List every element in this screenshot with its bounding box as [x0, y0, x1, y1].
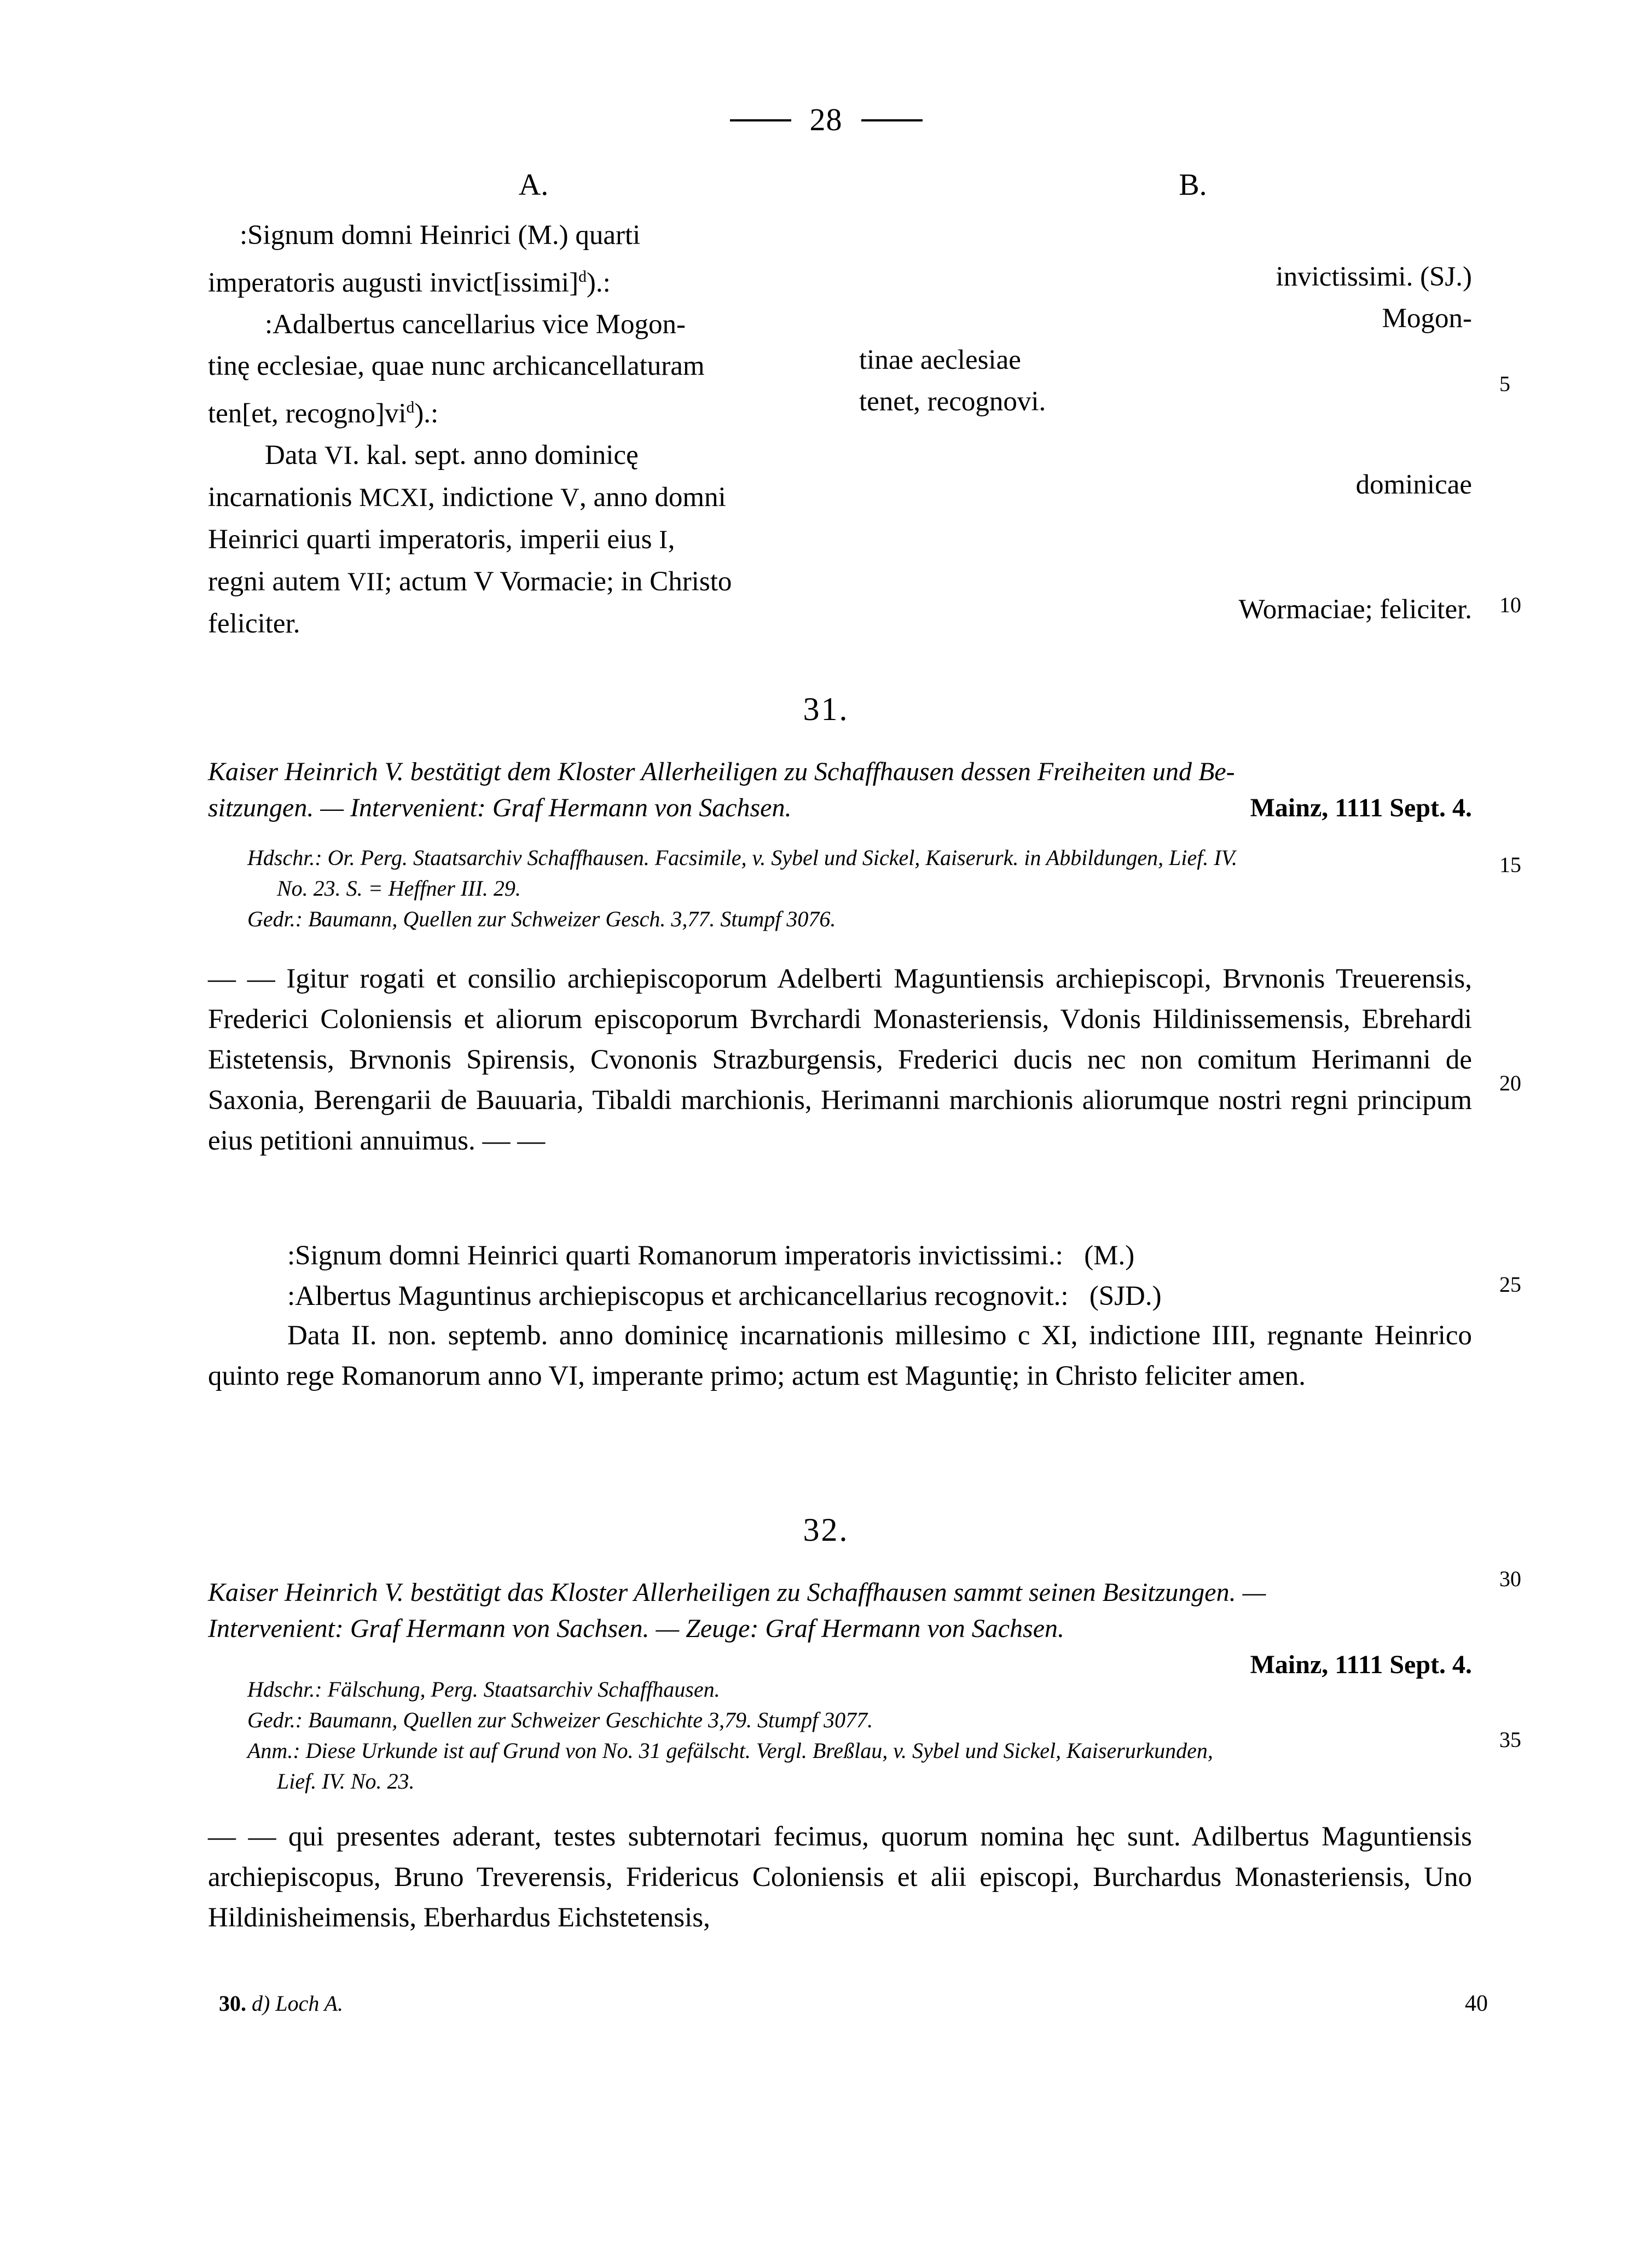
document-31-source-gedr: Gedr.: Baumann, Quellen zur Schweizer Gesch. 3,77. Stumpf 3076. — [247, 907, 836, 931]
col-a-text-6: Data — [265, 440, 318, 471]
footnote-text: d) Loch A. — [252, 1991, 344, 2016]
col-a-text-2: imperatoris augusti invict[issimi] — [208, 268, 579, 298]
running-head — [0, 101, 1652, 138]
column-b-spacer-1 — [859, 214, 1472, 256]
col-a-note-d-2: d — [406, 399, 415, 416]
document-31-regest-line-2-text: sitzungen. — Intervenient: Graf Hermann von Sachsen. — [208, 793, 792, 822]
col-a-roman-v: V — [560, 484, 579, 512]
document-31-recognition-mark: (SJD.) — [1089, 1281, 1162, 1311]
document-31-datum — [208, 1315, 1472, 1396]
footnote-number: 30. — [219, 1991, 246, 2016]
line-number-10: 10 — [1499, 593, 1521, 617]
document-31-regest-line-1: Kaiser Heinrich V. bestätigt dem Kloster Allerheiligen zu Schaffhausen dessen Freiheiten und Be- — [208, 757, 1235, 786]
running-head-rule-right — [861, 119, 923, 121]
document-31-source-hdschr: Hdschr.: Or. Perg. Staatsarchiv Schaffhausen. Facsimile, v. Sybel und Sickel, Kaiserurk. in Abbildungen, Lief. IV. — [247, 845, 1238, 870]
running-head-rule-left — [730, 119, 791, 121]
document-32-body — [208, 1816, 1472, 1938]
folio-number: 40 — [1465, 1991, 1488, 2016]
column-a-line-2 — [208, 256, 837, 304]
document-32-source-anm-cont: Lief. IV. No. 23. — [277, 1769, 415, 1794]
col-a-text-5: ten[et, recogno]vi — [208, 398, 407, 429]
col-a-roman-mcxi: MCXI — [359, 484, 428, 512]
col-a-text-7: incarnationis — [208, 482, 352, 513]
col-a-text-8: Heinrici quarti imperatoris, imperii eius — [208, 524, 652, 555]
column-a-line-7 — [208, 477, 837, 519]
document-32-source-gedr: Gedr.: Baumann, Quellen zur Schweizer Geschichte 3,79. Stumpf 3077. — [247, 1708, 873, 1732]
column-b — [859, 164, 1472, 630]
column-a-line-8 — [208, 519, 837, 561]
column-b-line-5: dominicae — [1355, 469, 1472, 500]
document-31-signum-mark: (M.) — [1084, 1240, 1135, 1271]
line-number-30: 30 — [1499, 1566, 1521, 1591]
col-a-text-9b: ; actum V Vormacie; in Christo — [384, 566, 732, 597]
document-32-source-hdschr: Hdschr.: Fälschung, Perg. Staatsarchiv Schaffhausen. — [247, 1677, 720, 1702]
document-32-date-place: Mainz, 1111 Sept. 4. — [1250, 1650, 1472, 1679]
document-32-body-text: — — qui presentes aderant, testes subternotari fecimus, quorum nomina hęc sunt. Adilbertus Maguntiensis archiepiscopus, Bruno Treverensis, Fridericus Coloniensis et alii episcopi, Burchardus Monasteriensis, Uno Hildinisheimensis, Eberhardus Eichstetensis, — [208, 1821, 1472, 1933]
document-31-signum-block — [208, 1235, 1472, 1316]
column-b-line-3: tinae aeclesiae — [859, 345, 1021, 375]
line-number-25: 25 — [1499, 1272, 1521, 1297]
document-32-source-anm: Anm.: Diese Urkunde ist auf Grund von No. 31 gefälscht. Vergl. Breßlau, v. Sybel und Sickel, Kaiserurkunden, — [247, 1738, 1213, 1763]
col-a-text-7c: , anno domni — [579, 482, 726, 513]
document-31-datum-text: Data II. non. septemb. anno dominicę incarnationis millesimo c XI, indictione IIII, regnante Heinrico quinto rege Romanorum anno VI, imperante primo; actum est Maguntię; in Christo feliciter amen. — [208, 1320, 1472, 1391]
column-b-spacer-2 — [859, 422, 1472, 464]
column-b-line-2: Mogon- — [1382, 303, 1472, 334]
col-a-text-4: tinę ecclesiae, quae nunc archicancellaturam — [208, 351, 705, 381]
column-b-spacer-4 — [859, 547, 1472, 589]
column-a-line-4 — [208, 345, 837, 387]
document-32-sources — [247, 1674, 1473, 1797]
page-number: 28 — [809, 102, 843, 137]
document-31-signum-row — [208, 1235, 1472, 1276]
document-31-regest — [208, 754, 1472, 826]
column-a — [208, 164, 837, 645]
column-a-line-1 — [208, 214, 837, 256]
col-a-roman-i: I — [659, 526, 668, 554]
col-a-text-6b: . kal. sept. anno dominicę — [352, 440, 639, 471]
column-a-line-3 — [208, 304, 837, 345]
document-31-source-hdschr-cont: No. 23. S. = Heffner III. 29. — [277, 876, 521, 901]
document-31-body-text: — — Igitur rogati et consilio archiepiscoporum Adelberti Maguntiensis archiepiscopi, Brvnonis Treuerensis, Frederici Coloniensis et aliorum episcoporum Bvrchardi Monasteriensis, Vdonis Hildinissemensis, Ebrehardi Eistetensis, Brvnonis Spirensis, Cvononis Strazburgensis, Frederici ducis nec non comitum Herimanni de Saxonia, Berengarii de Bauuaria, Tibaldi marchionis, Herimanni marchionis aliorumque nostri regni principum eius petitioni annuimus. — — — [208, 964, 1472, 1156]
column-a-line-10 — [208, 603, 837, 645]
column-b-spacer-3 — [859, 506, 1472, 547]
col-a-note-d-1: d — [578, 268, 587, 286]
column-b-heading: B. — [1179, 168, 1207, 202]
col-a-text-2b: ).: — [586, 268, 611, 298]
footnote-line — [219, 1990, 1472, 2016]
column-b-line-6: Wormaciae; feliciter. — [1238, 594, 1472, 625]
col-a-roman-vii: VII — [347, 568, 385, 596]
col-a-text-1: :Signum domni Heinrici (M.) quarti — [240, 220, 641, 251]
document-31-signum-text: :Signum domni Heinrici quarti Romanorum imperatoris invictissimi.: — [287, 1240, 1063, 1271]
document-31-recognition-row — [208, 1276, 1472, 1316]
column-a-heading: A. — [518, 168, 549, 202]
column-b-line-1: invictissimi. (SJ.) — [1276, 262, 1472, 292]
synoptic-columns — [0, 164, 1652, 673]
line-number-20: 20 — [1499, 1071, 1521, 1095]
document-31-number: 31. — [803, 691, 849, 727]
column-b-line-4: tenet, recognovi. — [859, 386, 1046, 417]
line-number-5: 5 — [1499, 372, 1510, 396]
col-a-text-10: feliciter. — [208, 608, 300, 639]
document-31-date-place: Mainz, 1111 Sept. 4. — [1250, 793, 1472, 822]
column-a-line-9 — [208, 561, 837, 603]
column-a-line-6 — [208, 434, 837, 477]
col-a-roman-vi: VI — [324, 442, 353, 470]
document-32-regest — [208, 1575, 1472, 1683]
col-a-text-9: regni autem — [208, 566, 341, 597]
document-31-body — [208, 959, 1472, 1161]
col-a-text-7b: , indictione — [428, 482, 554, 513]
document-31-recognition-text: :Albertus Maguntinus archiepiscopus et archicancellarius recognovit.: — [287, 1281, 1069, 1311]
line-number-35: 35 — [1499, 1727, 1521, 1752]
column-a-line-5 — [208, 387, 837, 434]
document-31-sources — [247, 843, 1473, 935]
document-32-number: 32. — [803, 1512, 849, 1548]
document-32-regest-line-1: Kaiser Heinrich V. bestätigt das Kloster Allerheiligen zu Schaffhausen sammt seinen Besitzungen. — — [208, 1578, 1266, 1607]
document-32-regest-line-2: Intervenient: Graf Hermann von Sachsen. — Zeuge: Graf Hermann von Sachsen. — [208, 1614, 1065, 1643]
col-a-text-3: :Adalbertus cancellarius vice Mogon- — [265, 309, 686, 340]
document-31-regest-line-2 — [208, 790, 1472, 826]
col-a-text-8b: , — [668, 524, 675, 555]
line-number-15: 15 — [1499, 852, 1521, 877]
col-a-text-5b: ).: — [414, 398, 439, 429]
